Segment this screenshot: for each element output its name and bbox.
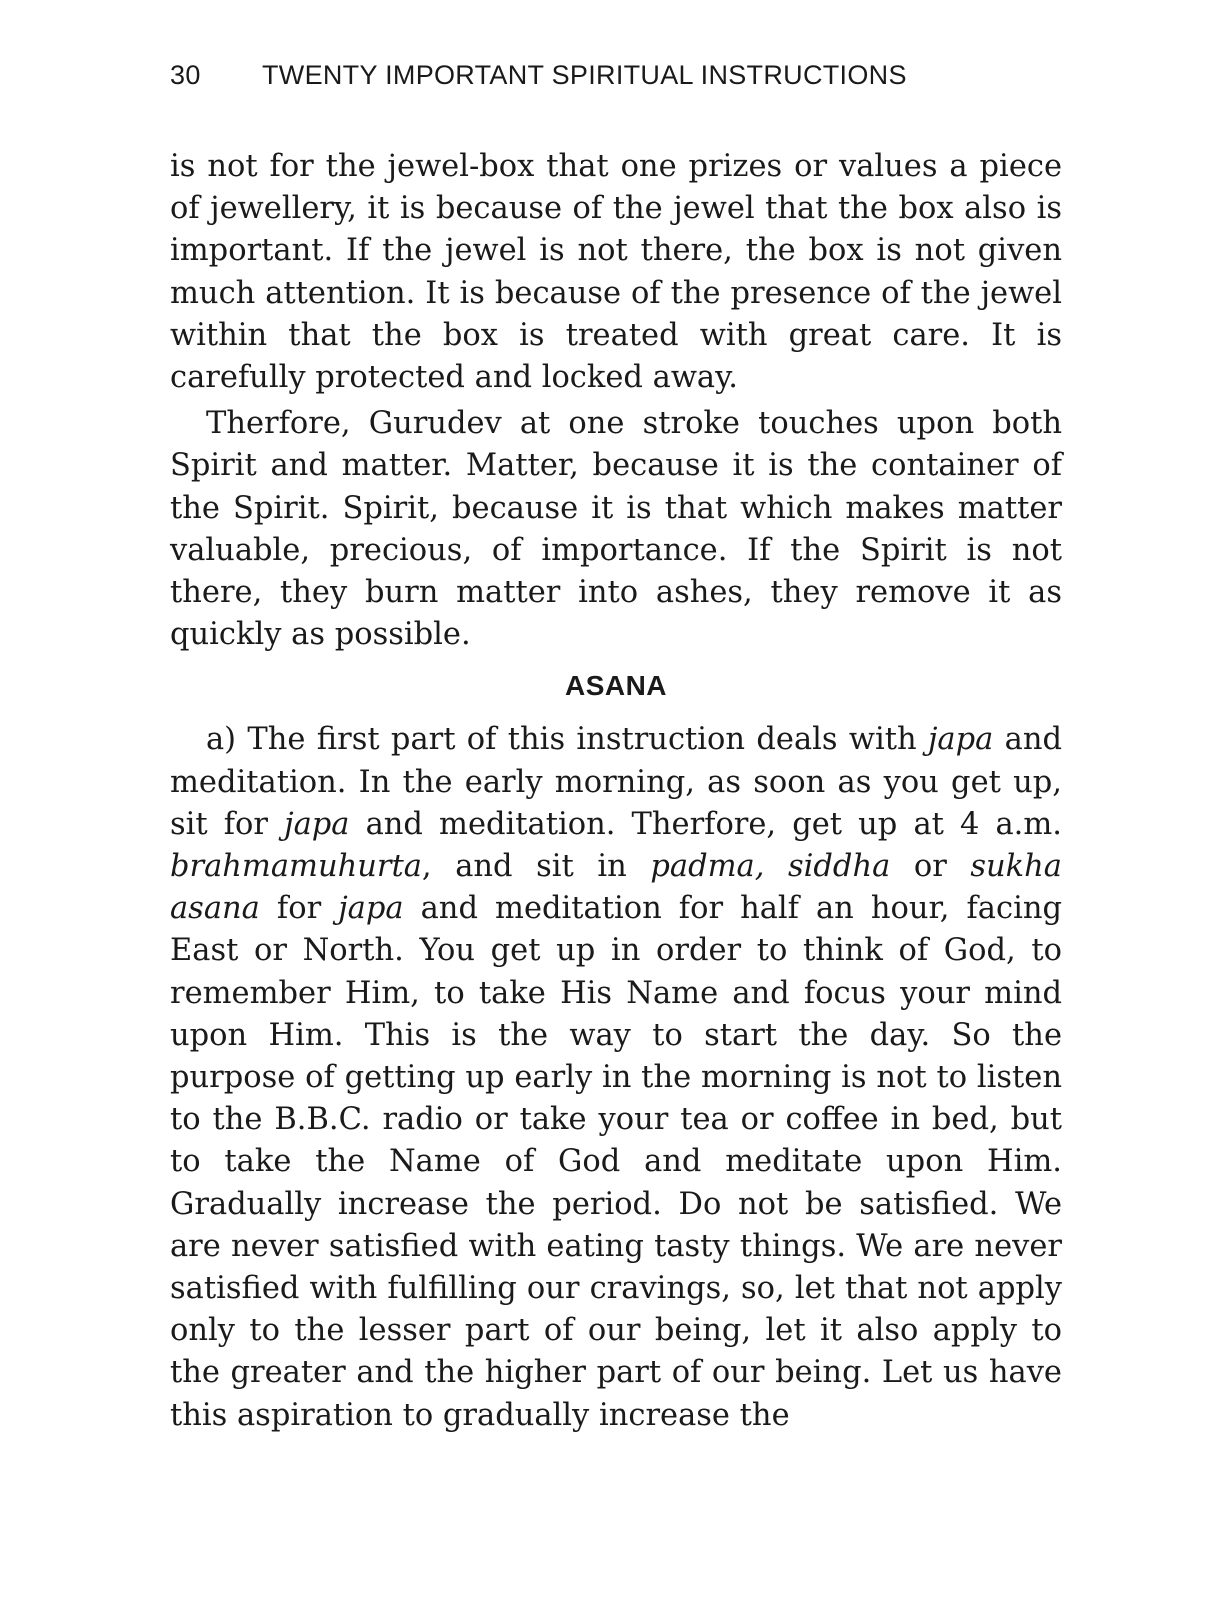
- italic-term-japa: japa: [927, 722, 994, 758]
- paragraph-2: Therfore, Gurudev at one stroke touches upon both Spirit and matter. Matter, because it is the container of the Spirit. Spirit, because it is that which makes matter valuable, precious, of importance. If the Spirit is not there, they burn matter into ashes, they remove it as quickly as possible.: [170, 406, 1062, 653]
- text-run: and meditation. Therfore, get up at 4 a.m.: [349, 806, 1062, 842]
- text-run: for: [259, 891, 339, 927]
- text-run: , and sit in: [421, 849, 651, 885]
- section-heading: ASANA: [564, 670, 668, 702]
- text-run: or: [890, 849, 971, 885]
- italic-term-padma-siddha: padma, siddha: [650, 849, 891, 885]
- italic-term-japa: japa: [284, 806, 350, 842]
- running-title: TWENTY IMPORTANT SPIRITUAL INSTRUCTIONS: [262, 60, 907, 90]
- italic-term-japa: japa: [338, 891, 404, 927]
- page-number: 30: [170, 60, 201, 90]
- italic-term-sukha-asana: sukha asana: [170, 849, 1062, 927]
- running-header: [170, 60, 907, 91]
- text-run: a) The first part of this instruction deals with: [206, 722, 928, 758]
- body-text: [170, 146, 1062, 1437]
- paragraph-1: is not for the jewel-box that one prizes or values a piece of jewellery, it is because of the jewel that the box also is important. If the jewel is not there, the box is not given much attention. It is because of the presence of the jewel within that the box is treated with great care. It is carefully protected and locked away.: [170, 149, 1062, 396]
- italic-term-brahmamuhurta: brahmamuhurta: [170, 849, 422, 885]
- paragraph-3: [170, 719, 1062, 1436]
- text-run: and meditation for half an hour, facing East or North. You get up in order to think of God, to remember Him, to take His Name and focus your mind upon Him. This is the way to start the day. So the purpose of getting up early in the morning is not to listen to the B.B.C. radio or take your tea or coffee in bed, but to take the Name of God and meditate upon Him. Gradually increase the period. Do not be satisfied. We are never satisfied with eating tasty things. We are never satisfied with fulfilling our cravings, so, let that not apply only to the lesser part of our being, let it also apply to the greater and the higher part of our being. Let us have this aspiration to gradually increase the: [170, 891, 1062, 1433]
- text-run: and meditation. In the early morning, as soon as you get up, sit for: [170, 722, 1063, 842]
